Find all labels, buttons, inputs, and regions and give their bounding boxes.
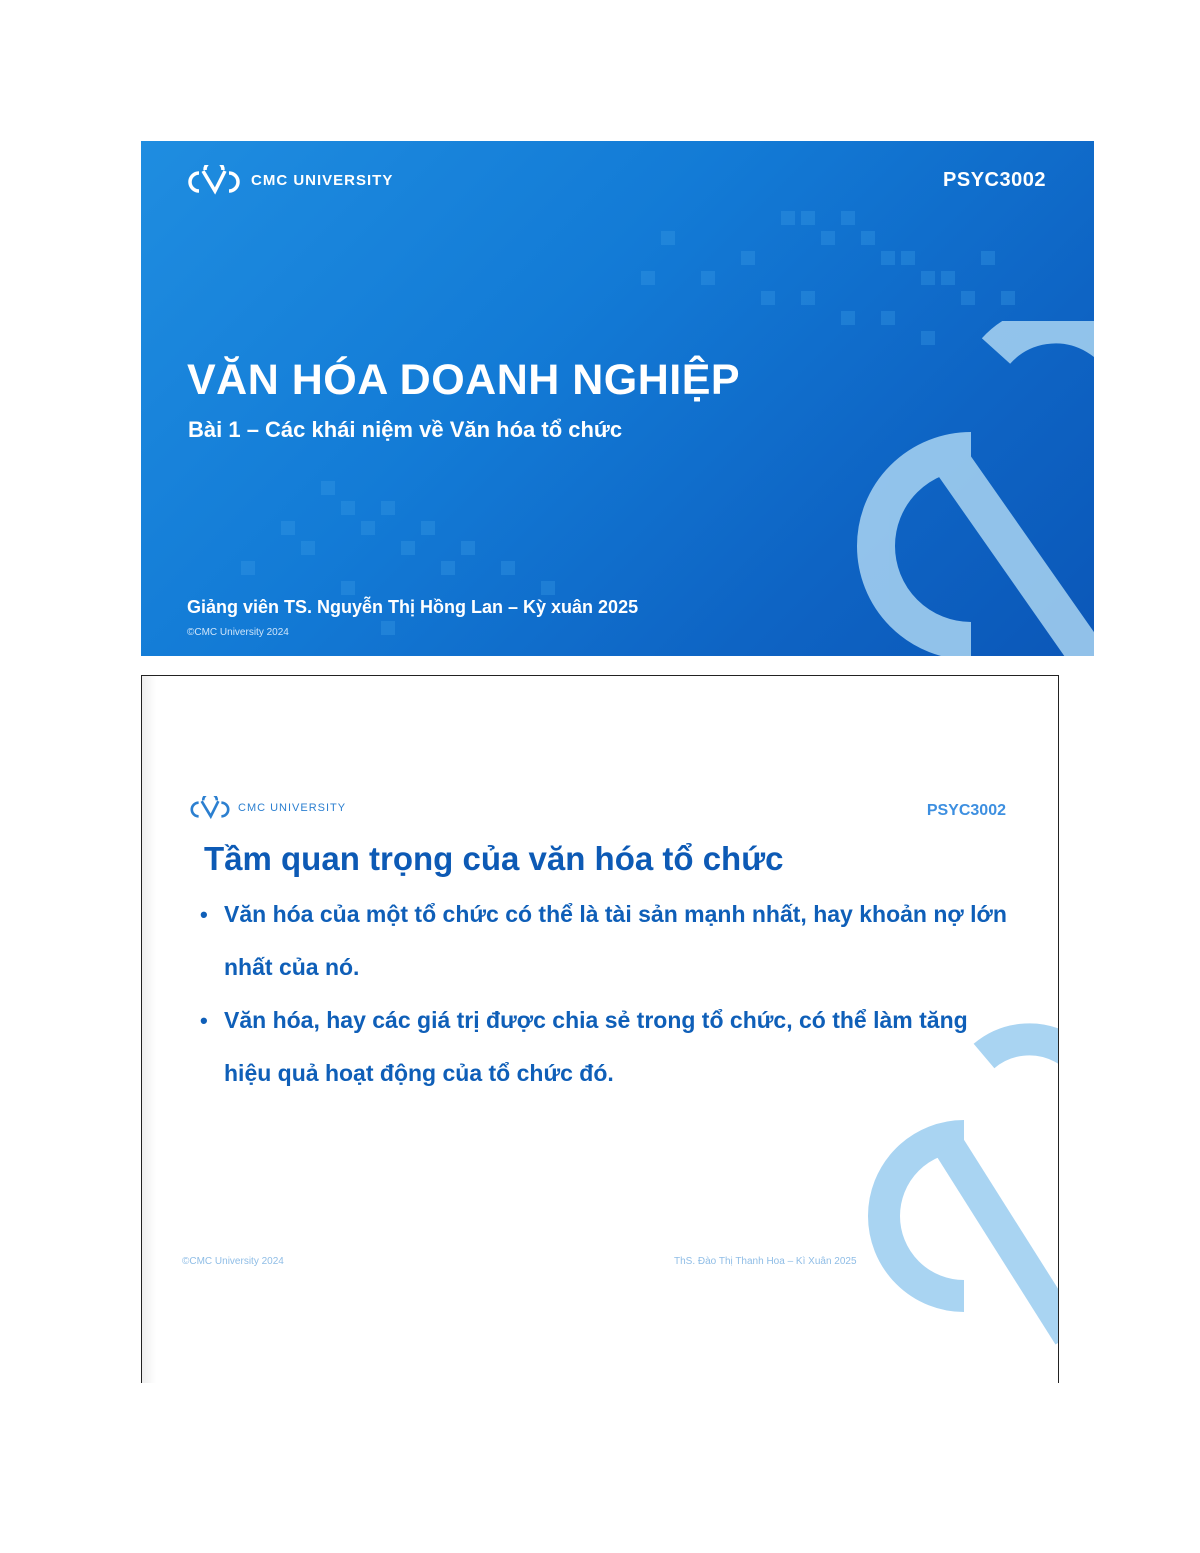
slide-edge-shade: [142, 676, 156, 1383]
bullet-item: • Văn hóa của một tổ chức có thể là tài sản mạnh nhất, hay khoản nợ lớn nhất của nó.: [200, 901, 1007, 980]
logo-text: CMC UNIVERSITY: [251, 171, 394, 189]
slide-title: VĂN HÓA DOANH NGHIỆP: [187, 356, 741, 404]
slide-subtitle: Bài 1 – Các khái niệm về Văn hóa tổ chức: [188, 417, 623, 442]
cmc-watermark-icon: [821, 321, 1094, 656]
bullet-list: [200, 888, 1010, 1100]
cmc-logo-icon: [188, 796, 232, 820]
footer-lecturer: ThS. Đào Thị Thanh Hoa – Kì Xuân 2025: [674, 1256, 857, 1267]
bullet-item: • Văn hóa, hay các giá trị được chia sẻ trong tổ chức, có thể làm tăng hiệu quả hoạt động của tổ chức đó.: [200, 1007, 968, 1086]
cmc-logo: [185, 165, 393, 195]
course-code: PSYC3002: [926, 802, 1006, 819]
cmc-logo-icon: [185, 165, 243, 195]
lecturer-line: Giảng viên TS. Nguyễn Thị Hồng Lan – Kỳ xuân 2025: [187, 597, 639, 617]
content-slide: [141, 675, 1059, 1383]
logo-text: CMC UNIVERSITY: [238, 802, 347, 814]
title-slide: [141, 141, 1094, 656]
slide-heading: Tầm quan trọng của văn hóa tổ chức: [204, 840, 784, 877]
cmc-logo: [188, 796, 346, 820]
footer-copyright: ©CMC University 2024: [182, 1256, 284, 1267]
course-code: PSYC3002: [943, 169, 1046, 191]
copyright-text: ©CMC University 2024: [187, 627, 289, 638]
